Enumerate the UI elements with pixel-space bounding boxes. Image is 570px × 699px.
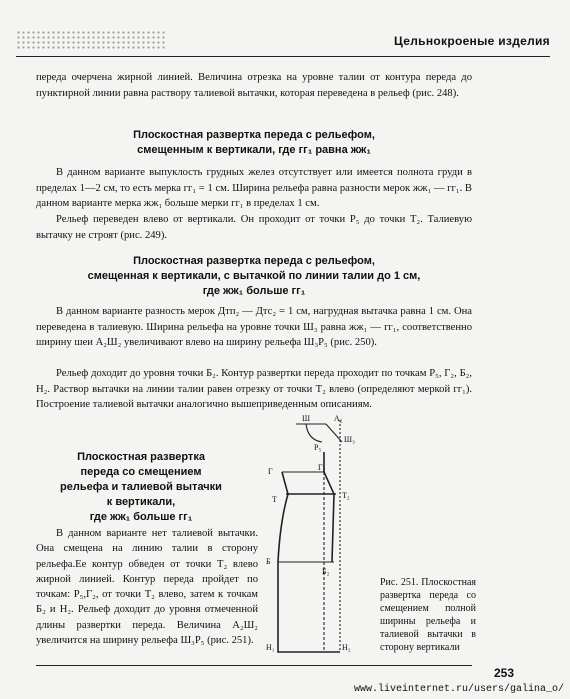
label-T2: Т₂	[342, 491, 350, 500]
header-rule	[16, 56, 550, 57]
figure-caption: Рис. 251. Плоскостная развертка переда со смещением полной ширины рельефа и талиевой вытачки в сторону вертикали	[380, 577, 476, 653]
label-Sh: Ш	[302, 414, 311, 423]
section3-heading-line: к вертикали,	[106, 496, 176, 508]
label-B2: Б₂	[322, 567, 330, 576]
intro-paragraph: переда очерчена жирной линией. Величина отрезка на уровне талии от контура переда до пунктирной линии равна раствору талиевой вытачки, которая переведена в рельеф (рис. 248).	[36, 72, 472, 99]
label-B: Б	[266, 557, 271, 566]
label-H1: Н₁	[266, 643, 275, 652]
running-header	[16, 30, 550, 52]
section3-heading-line: Плоскостная развертка	[77, 451, 205, 463]
label-G: Г	[268, 467, 273, 476]
section3-heading-line: рельефа и талиевой вытачки	[60, 481, 222, 493]
section2-heading-line: Плоскостная развертка переда с рельефом,	[133, 255, 375, 267]
label-Sh3: Ш₃	[344, 435, 355, 444]
section1-paragraph: Рельеф переведен влево от вертикали. Он проходит от точки Р₅ до точки Т₂. Талиевую вытачку не строят (рис. 249).	[36, 214, 472, 241]
section3-paragraph: В данном варианте нет талиевой вытачки. Она смещена на линию талии в сторону рельефа.Ее контур обведен от точки Т₂ влево жирной линией. Контур переда пройдет по точкам: Р₅,Г₂, от точки Т₂ влево, затем к точкам Б₂ и Н₂. Рельеф доходит до уровня отмеченной длины развертки переда. Величина А₂Ш₂ увеличится на ширину рельефа Ш₃Р₅ (рис. 251).	[36, 528, 258, 647]
label-P5: Р₅	[314, 443, 322, 452]
section1-heading-line: смещенным к вертикали, где гг₁ равна жж₁	[137, 144, 371, 156]
label-A2: А₂	[334, 414, 343, 423]
section1-paragraph: В данном варианте выпуклость грудных желез отсутствует или имеется полнота груди в пределах 1—2 см, то есть мерка гг₁ = 1 см. Ширина рельефа равна разности мерок жж₁ — гг₁. В данном варианте мерка жж₁ больше мерки гг₁ в пределах 1 см.	[36, 167, 472, 210]
label-G2: Г₂	[318, 463, 326, 472]
section2-paragraph: Рельеф доходит до уровня точки Б₂. Контур развертки переда проходит по точкам Р₅, Г₂, Б₂, Н₂. Раствор вытачки на линии талии равен отрезку от точки Т₂ влево (определяют меркой гг₁). Построение талиевой вытачки аналогично вышеприведенным описаниям.	[36, 368, 472, 411]
header-ornament	[16, 30, 166, 50]
source-url: www.liveinternet.ru/users/galina_o/	[353, 684, 564, 695]
page-number: 253	[493, 666, 514, 680]
label-H2: Н₂	[342, 643, 351, 652]
section1-heading-line: Плоскостная развертка переда с рельефом,	[133, 129, 375, 141]
running-title: Цельнокроеные изделия	[394, 34, 550, 48]
section2-paragraph: В данном варианте разность мерок Дтп₂ — Дтс₂ = 1 см, нагрудная вытачка равна 1 см. Она переведена в талиевую. Ширина рельефа на уровне точки Ш₃ равна жж₁ — гг₁, соответственно ширину шеи А₂Ш₂ увеличивают влево на ширину рельефа Ш₃Р₅ (рис. 250).	[36, 306, 472, 349]
section2-heading-line: где жж₁ больше гг₁	[202, 285, 306, 297]
neck-curve	[306, 424, 322, 442]
section2-heading-line: смещенная к вертикали, с вытачкой по линии талии до 1 см,	[87, 270, 421, 282]
label-T: Т	[272, 495, 277, 504]
section2-heading	[36, 254, 472, 299]
section3-heading-line: где жж₁ больше гг₁	[89, 511, 193, 523]
section3-heading	[36, 450, 246, 525]
relief-line	[324, 452, 334, 562]
section3-heading-line: переда со смещением	[80, 466, 202, 478]
pattern-figure	[262, 412, 374, 662]
footer-rule	[36, 665, 472, 666]
section1-heading	[36, 128, 472, 158]
